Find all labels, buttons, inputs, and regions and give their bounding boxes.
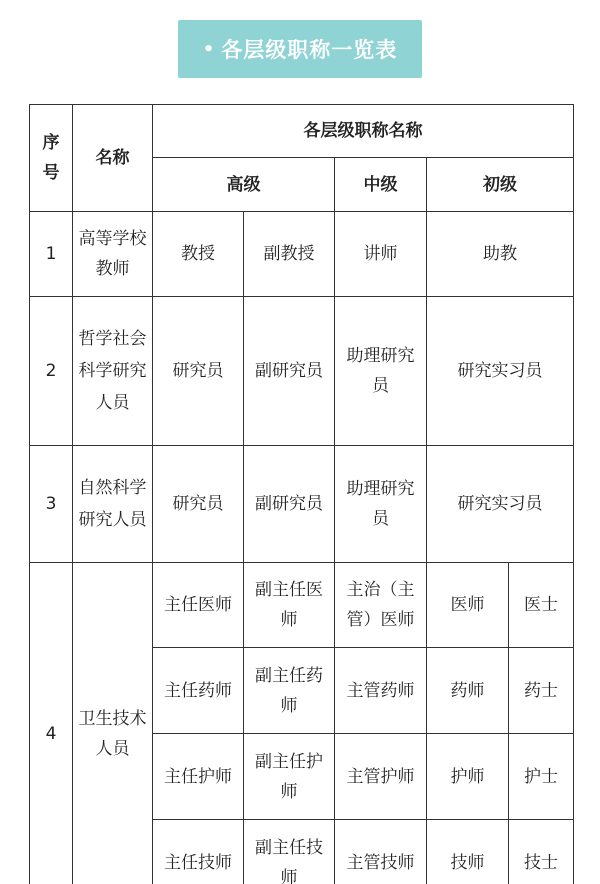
middle-title: 主管药师: [335, 648, 427, 734]
senior-title: 主任药师: [153, 648, 244, 734]
junior-title: 技师: [427, 820, 509, 884]
row-seq: 2: [30, 297, 73, 446]
junior-title: 研究实习员: [427, 446, 574, 563]
junior-title: 助教: [427, 212, 574, 297]
associate-senior-title: 副研究员: [244, 446, 335, 563]
header-name: 名称: [73, 105, 153, 212]
table-row: [30, 563, 574, 648]
middle-title: 讲师: [335, 212, 427, 297]
row-name: 自然科学研究人员: [73, 446, 153, 563]
junior-assistant-title: 技士: [509, 820, 574, 884]
associate-senior-title: 副主任技师: [244, 820, 335, 884]
middle-title: 主治（主管）医师: [335, 563, 427, 648]
table-row: [30, 212, 574, 297]
table-row: [30, 297, 574, 446]
page-title: 各层级职称一览表: [221, 34, 397, 64]
middle-title: 助理研究员: [335, 446, 427, 563]
middle-title: 助理研究员: [335, 297, 427, 446]
row-name: 哲学社会科学研究人员: [73, 297, 153, 446]
junior-assistant-title: 药士: [509, 648, 574, 734]
row-seq: 4: [30, 563, 73, 884]
header-senior: 高级: [153, 158, 335, 212]
associate-senior-title: 副主任药师: [244, 648, 335, 734]
row-seq: 1: [30, 212, 73, 297]
row-name: 高等学校教师: [73, 212, 153, 297]
title-banner: [178, 20, 422, 78]
junior-title: 药师: [427, 648, 509, 734]
row-seq: 3: [30, 446, 73, 563]
junior-assistant-title: 医士: [509, 563, 574, 648]
header-middle: 中级: [335, 158, 427, 212]
middle-title: 主管护师: [335, 734, 427, 820]
senior-title: 教授: [153, 212, 244, 297]
junior-title: 医师: [427, 563, 509, 648]
header-junior: 初级: [427, 158, 574, 212]
senior-title: 主任护师: [153, 734, 244, 820]
row-name: 卫生技术人员: [73, 563, 153, 884]
junior-title: 研究实习员: [427, 297, 574, 446]
header-group: 各层级职称名称: [153, 105, 574, 158]
table-row: [30, 446, 574, 563]
junior-title: 护师: [427, 734, 509, 820]
senior-title: 研究员: [153, 297, 244, 446]
middle-title: 主管技师: [335, 820, 427, 884]
senior-title: 主任医师: [153, 563, 244, 648]
associate-senior-title: 副教授: [244, 212, 335, 297]
associate-senior-title: 副主任护师: [244, 734, 335, 820]
title-table: [29, 104, 574, 884]
header-seq: 序号: [30, 105, 73, 212]
senior-title: 主任技师: [153, 820, 244, 884]
associate-senior-title: 副主任医师: [244, 563, 335, 648]
associate-senior-title: 副研究员: [244, 297, 335, 446]
senior-title: 研究员: [153, 446, 244, 563]
bullet-icon: •: [203, 39, 216, 60]
junior-assistant-title: 护士: [509, 734, 574, 820]
